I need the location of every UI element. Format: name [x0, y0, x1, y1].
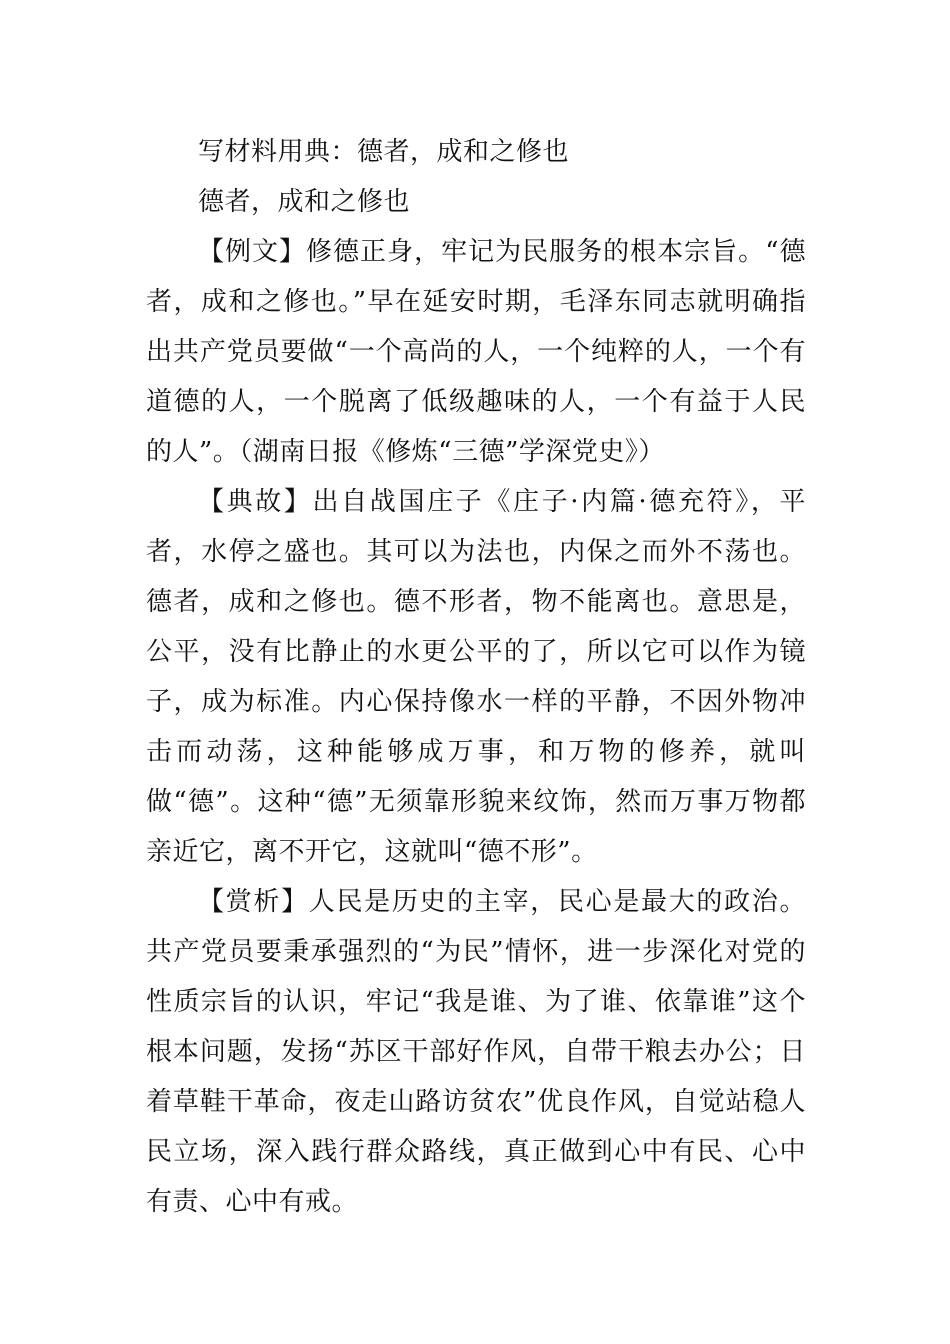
document-subtitle-line: 德者，成和之修也 [198, 187, 411, 217]
paragraph-example: 【例文】修德正身，牢记为民服务的根本宗旨。“德者，成和之修也。”早在延安时期，毛泽东同志就明确指出共产党员要做“一个高尚的人，一个纯粹的人，一个有道德的人，一个脱离了低级趣味的人，一个有益于人民的人”。（湖南日报《修炼“三德”学深党史》） [146, 237, 806, 467]
document-body [146, 127, 806, 1227]
paragraph-analysis: 【赏析】人民是历史的主宰，民心是最大的政治。共产党员要秉承强烈的“为民”情怀，进一步深化对党的性质宗旨的认识，牢记“我是谁、为了谁、依靠谁”这个根本问题，发扬“苏区干部好作风，自带干粮去办公；日着草鞋干革命，夜走山路访贫农”优良作风，自觉站稳人民立场，深入践行群众路线，真正做到心中有民、心中有责、心中有戒。 [146, 887, 806, 1217]
paragraph-allusion: 【典故】出自战国庄子《庄子·内篇·德充符》，平者，水停之盛也。其可以为法也，内保之而外不荡也。德者，成和之修也。德不形者，物不能离也。意思是，公平，没有比静止的水更公平的了，所以它可以作为镜子，成为标准。内心保持像水一样的平静，不因外物冲击而动荡，这种能够成万事，和万物的修养，就叫做“德”。这种“德”无须靠形貌来纹饰，然而万事万物都亲近它，离不开它，这就叫“德不形”。 [146, 487, 806, 867]
document-title-line: 写材料用典：德者，成和之修也 [198, 137, 570, 167]
